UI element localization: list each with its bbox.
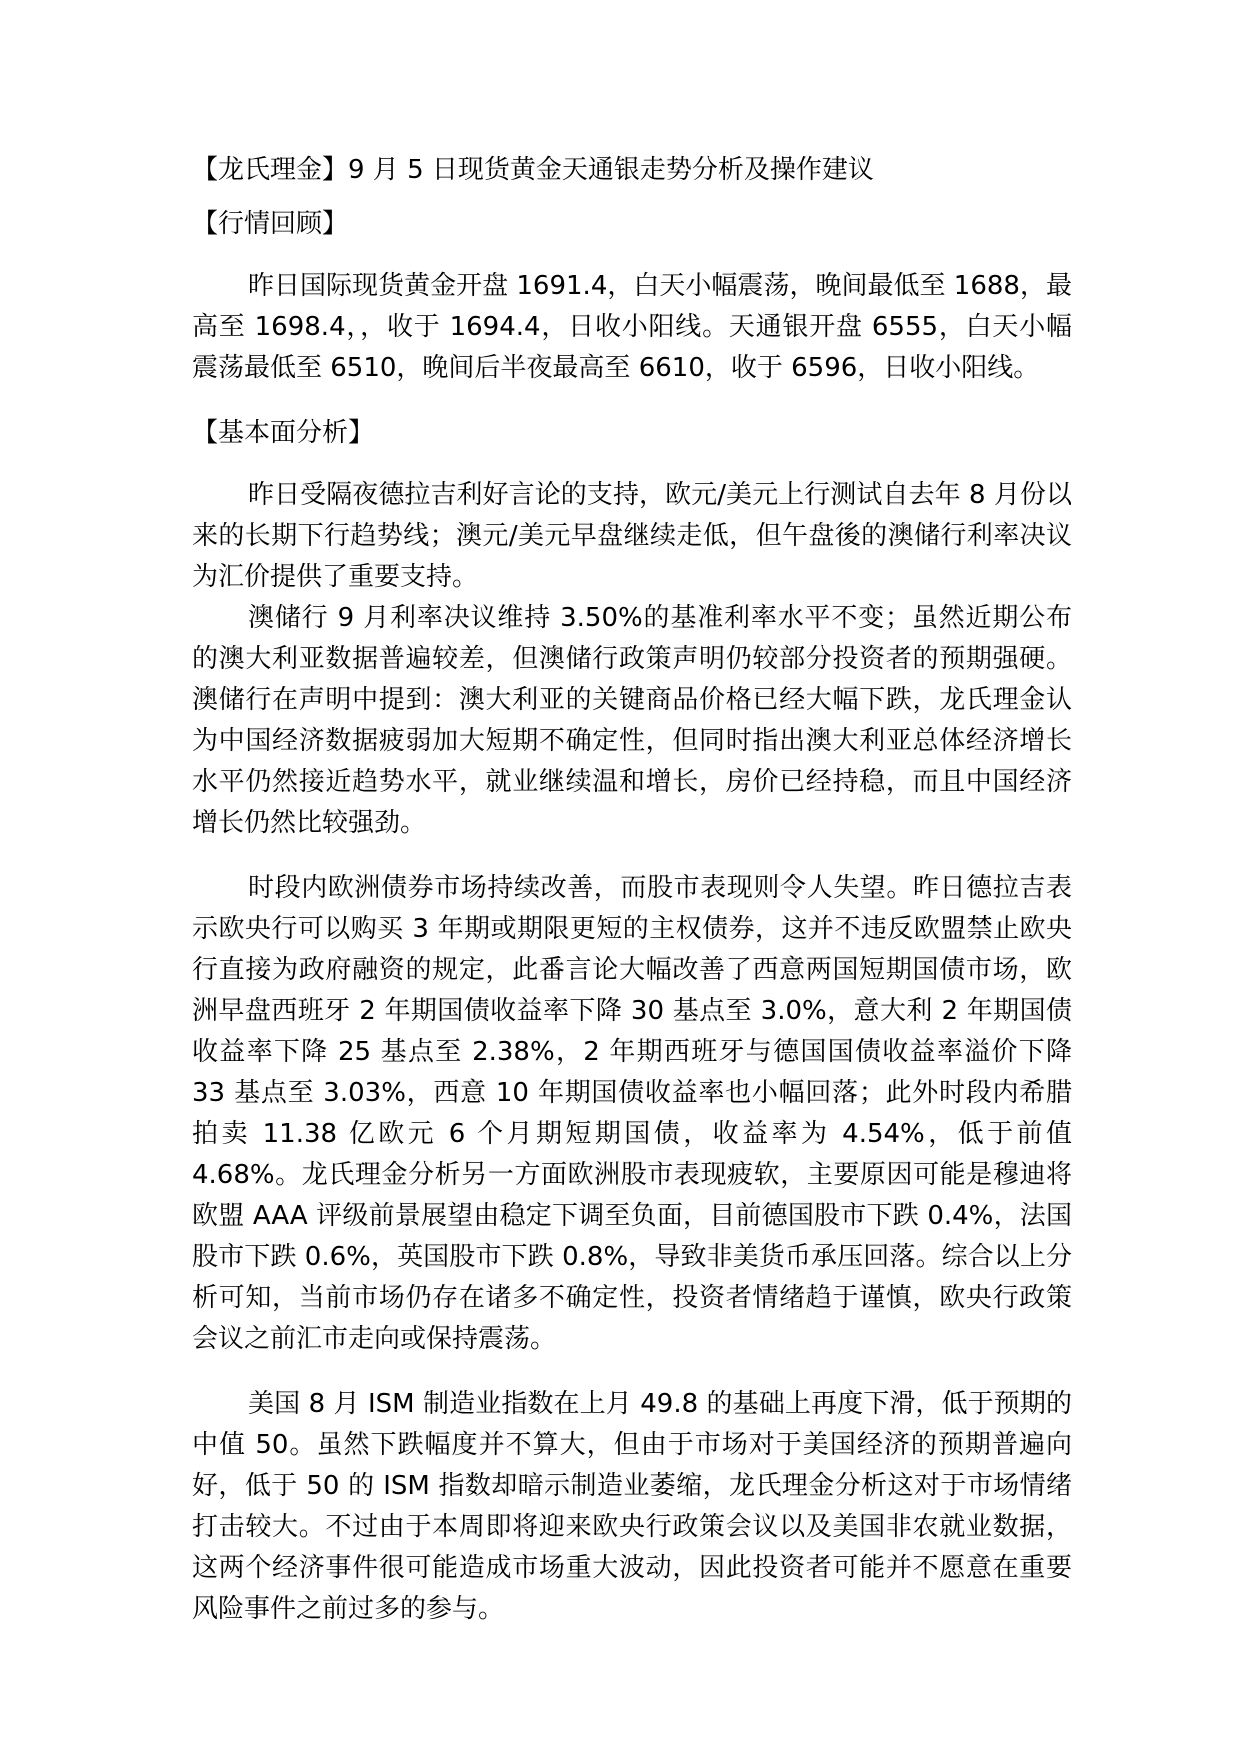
document-title: 【龙氏理金】9 月 5 日现货黄金天通银走势分析及操作建议 <box>192 155 874 185</box>
document-page <box>192 150 1072 1630</box>
fundamental-paragraph: 美国 8 月 ISM 制造业指数在上月 49.8 的基础上再度下滑，低于预期的中值 50。虽然下跌幅度并不算大，但由于市场对于美国经济的预期普遍向好，低于 50 的 ISM 指数却暗示制造业萎缩，龙氏理金分析这对于市场情绪打击较大。不过由于本周即将迎来欧央行政策会议以及美国非农就业数据，这两个经济事件很可能造成市场重大波动，因此投资者可能并不愿意在重要风险事件之前过多的参与。 <box>192 1389 1072 1624</box>
section-heading-review: 【行情回顾】 <box>192 209 349 239</box>
fundamental-paragraph: 时段内欧洲债券市场持续改善，而股市表现则令人失望。昨日德拉吉表示欧央行可以购买 3 年期或期限更短的主权债券，这并不违反欧盟禁止欧央行直接为政府融资的规定，此番言论大幅改善了西意两国短期国债市场，欧洲早盘西班牙 2 年期国债收益率下降 30 基点至 3.0%，意大利 2 年期国债收益率下降 25 基点至 2.38%，2 年期西班牙与德国国债收益率溢价下降 33 基点至 3.03%，西意 10 年期国债收益率也小幅回落；此外时段内希腊拍卖 11.38 亿欧元 6 个月期短期国债，收益率为 4.54%，低于前值 4.68%。龙氏理金分析另一方面欧洲股市表现疲软，主要原因可能是穆迪将欧盟 AAA 评级前景展望由稳定下调至负面，目前德国股市下跌 0.4%，法国股市下跌 0.6%，英国股市下跌 0.8%，导致非美货币承压回落。综合以上分析可知，当前市场仍存在诸多不确定性，投资者情绪趋于谨慎，欧央行政策会议之前汇市走向或保持震荡。 <box>192 873 1072 1354</box>
fundamental-paragraph: 澳储行 9 月利率决议维持 3.50%的基准利率水平不变；虽然近期公布的澳大利亚数据普遍较差，但澳储行政策声明仍较部分投资者的预期强硬。澳储行在声明中提到：澳大利亚的关键商品价格已经大幅下跌，龙氏理金认为中国经济数据疲弱加大短期不确定性，但同时指出澳大利亚总体经济增长水平仍然接近趋势水平，就业继续温和增长，房价已经持稳，而且中国经济增长仍然比较强劲。 <box>192 603 1072 838</box>
fundamental-paragraph: 昨日受隔夜德拉吉利好言论的支持，欧元/美元上行测试自去年 8 月份以来的长期下行趋势线；澳元/美元早盘继续走低，但午盘後的澳储行利率决议为汇价提供了重要支持。 <box>192 480 1072 592</box>
section-heading-fundamental: 【基本面分析】 <box>192 418 375 448</box>
review-paragraph: 昨日国际现货黄金开盘 1691.4，白天小幅震荡，晚间最低至 1688，最高至 1698.4，，收于 1694.4，日收小阳线。天通银开盘 6555，白天小幅震荡最低至 6510，晚间后半夜最高至 6610，收于 6596，日收小阳线。 <box>192 271 1072 383</box>
